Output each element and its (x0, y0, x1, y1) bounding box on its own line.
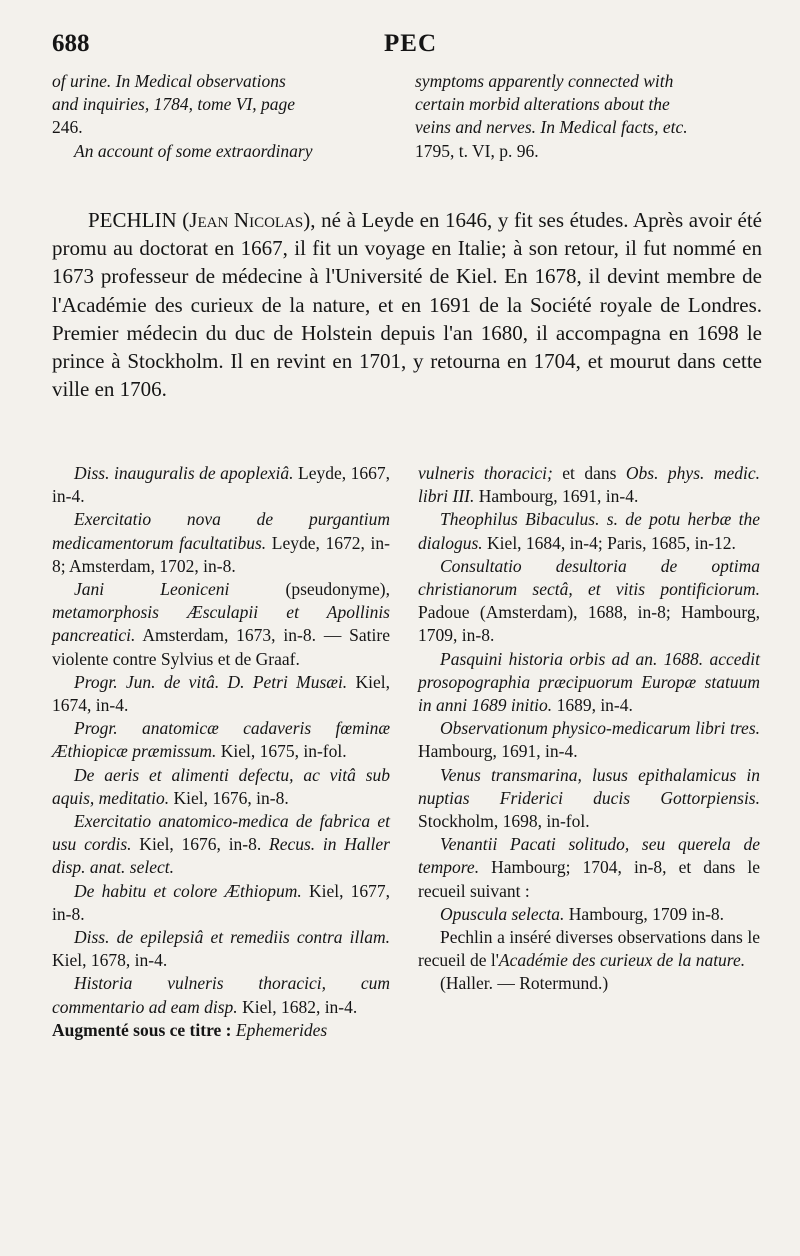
biography-paragraph (52, 206, 762, 403)
bibliography-entry (52, 462, 390, 508)
entry-title: Consultatio desultoria de optima christianorum sectâ, et vitis pontificiorum. (418, 555, 760, 600)
entry-title: Venantii Pacati solitudo, seu querela de tempore. (418, 834, 760, 878)
bibliography-entry (418, 764, 760, 834)
bibliography-entry (52, 926, 390, 972)
entry-details: Amsterdam, 1673, in-8. — Satire violente contre Sylvius et de Graaf. (52, 625, 390, 669)
entry-details: Hambourg, 1691, in-4. (474, 486, 639, 507)
bibliography-entry (418, 555, 760, 648)
entry-title: De habitu et colore Æthiopum. (74, 880, 302, 901)
entry-title: Diss. de epilepsiâ et remediis contra illam. (74, 927, 390, 948)
bibliography-entry (418, 462, 760, 508)
entry-title: Exercitatio anatomico-medica de fabrica et usu cordis. (52, 811, 390, 855)
page-number: 688 (52, 30, 90, 57)
text-line: and inquiries, 1784, tome VI, page (52, 94, 296, 115)
entry-title: metamorphosis Æsculapii et Apollinis pancreatici. (52, 602, 390, 646)
entry-details: Kiel, 1682, in-4. (237, 996, 358, 1017)
entry-title: Jani Leoniceni (74, 579, 230, 600)
bibliography-entry (52, 508, 390, 578)
entry-details: Kiel, 1674, in-4. (52, 671, 390, 716)
top-left-column (52, 70, 392, 163)
bibliography-left-column (52, 462, 390, 1042)
bibliography-entry (418, 508, 760, 554)
text-line: symptoms apparently connected with (415, 71, 674, 91)
entry-details: Kiel, 1676, in-8. (169, 787, 289, 808)
entry-title: Ephemerides (231, 1019, 328, 1040)
entry-details: Hambourg, 1709 in-8. (564, 903, 725, 924)
text-line: 1795, t. VI, p. 96. (415, 140, 539, 161)
bibliography-entry (418, 926, 760, 972)
entry-details: Kiel, 1675, in-fol. (216, 741, 347, 762)
biography-text: , né à Leyde en 1646, y fit ses études. Après avoir été promu au doctorat en 1667, il fit un voyage en Italie; à son retour, il fut nommé en 1673 professeur de médecine à l'Université de Kiel. En 1678, il devint membre de l'Académie des curieux de la nature, et en 1691 de la Société royale de Londres. Premier médecin du duc de Holstein depuis l'an 1680, il accompagna en 1698 le prince à Stockholm. Il en revint en 1701, y retourna en 1704, et mourut dans cette ville en 1706. (52, 208, 762, 402)
entry-title: Diss. inauguralis de apoplexiâ. (74, 463, 294, 483)
entry-details: Hambourg, 1691, in-4. (418, 741, 578, 762)
entry-title: Obs. phys. medic. libri III. (418, 463, 760, 507)
entry-title: Venus transmarina, lusus epithalamicus in nuptias Friderici ducis Gottorpiensis. (418, 764, 760, 808)
source-attribution: (Haller. — Rotermund.) (440, 973, 609, 994)
entry-details: Leyde, 1672, in-8; Amsterdam, 1702, in-8. (52, 532, 390, 576)
bibliography-entry (52, 578, 390, 671)
entry-title: Historia vulneris thoracici, cum commentario ad eam disp. (52, 973, 390, 1017)
bibliography-entry (52, 671, 390, 717)
bibliography-entry (52, 764, 390, 810)
bibliography-entry (418, 833, 760, 903)
entry-title: De aeris et alimenti defectu, ac vitâ sub aquis, meditatio. (52, 764, 390, 808)
top-right-column (415, 70, 760, 163)
entry-title: Académie des curieux de la nature. (498, 950, 746, 971)
text-line: certain morbid alterations about the (415, 94, 670, 115)
entry-details: Kiel, 1677, in-8. (52, 880, 390, 924)
bibliography-entry (52, 717, 390, 763)
entry-title: Pasquini historia orbis ad an. 1688. accedit prosopographia præcipuorum Europæ statuum in anni 1689 initio. (418, 648, 760, 716)
entry-details: Kiel, 1678, in-4. (52, 950, 168, 971)
subject-name: PECHLIN (88, 208, 177, 232)
entry-title: Exercitatio nova de purgantium medicamentorum facultatibus. (52, 509, 390, 553)
entry-details: Kiel, 1684, in-4; Paris, 1685, in-12. (482, 532, 736, 553)
bibliography-entry (418, 648, 760, 718)
text-line: An account of some extraordinary (74, 140, 313, 161)
entry-title: vulneris thoracici; (418, 463, 553, 483)
entry-title: Progr. anatomicæ cadaveris fœminæ Æthiopicæ præmissum. (52, 718, 390, 762)
text-line: veins and nerves. In Medical facts, etc. (415, 117, 688, 138)
entry-title: Observationum physico-medicarum libri tres. (440, 718, 760, 739)
entry-details: et dans (552, 463, 626, 483)
subject-firstname: (Jean Nicolas) (182, 208, 311, 232)
bibliography-entry (52, 810, 390, 880)
entry-title: Recus. in Haller disp. anat. select. (52, 834, 390, 878)
bibliography-entry (52, 972, 390, 1018)
entry-details: Leyde, 1667, in-4. (52, 463, 390, 507)
entry-details: Padoue (Amsterdam), 1688, in-8; Hambourg, 1709, in-8. (418, 602, 760, 646)
entry-title: Theophilus Bibaculus. s. de potu herbæ the dialogus. (418, 509, 760, 553)
entry-title: Opuscula selecta. (440, 903, 565, 924)
bibliography-entry (418, 903, 760, 926)
running-head: PEC (384, 30, 437, 57)
biography (52, 206, 762, 403)
entry-note: Augmenté sous ce titre : (52, 1019, 232, 1040)
entry-details: Pechlin a inséré diverses observations dans le recueil de l' (418, 927, 760, 971)
entry-details: Kiel, 1676, in-8. (131, 834, 270, 855)
bibliography-entry (52, 1019, 390, 1042)
entry-details: (pseudonyme), (229, 579, 390, 600)
bibliography-entry (418, 717, 760, 763)
bibliography-right-column (418, 462, 760, 996)
bibliography-entry (52, 880, 390, 926)
entry-details: Stockholm, 1698, in-fol. (418, 811, 590, 832)
text-line: of urine. In Medical observations (52, 71, 286, 91)
entry-details: 1689, in-4. (552, 695, 633, 716)
entry-details: Hambourg; 1704, in-8, et dans le recueil suivant : (418, 857, 760, 901)
page-header (52, 30, 760, 70)
text-line: 246. (52, 117, 83, 138)
entry-title: Progr. Jun. de vitâ. D. Petri Musæi. (74, 671, 348, 692)
